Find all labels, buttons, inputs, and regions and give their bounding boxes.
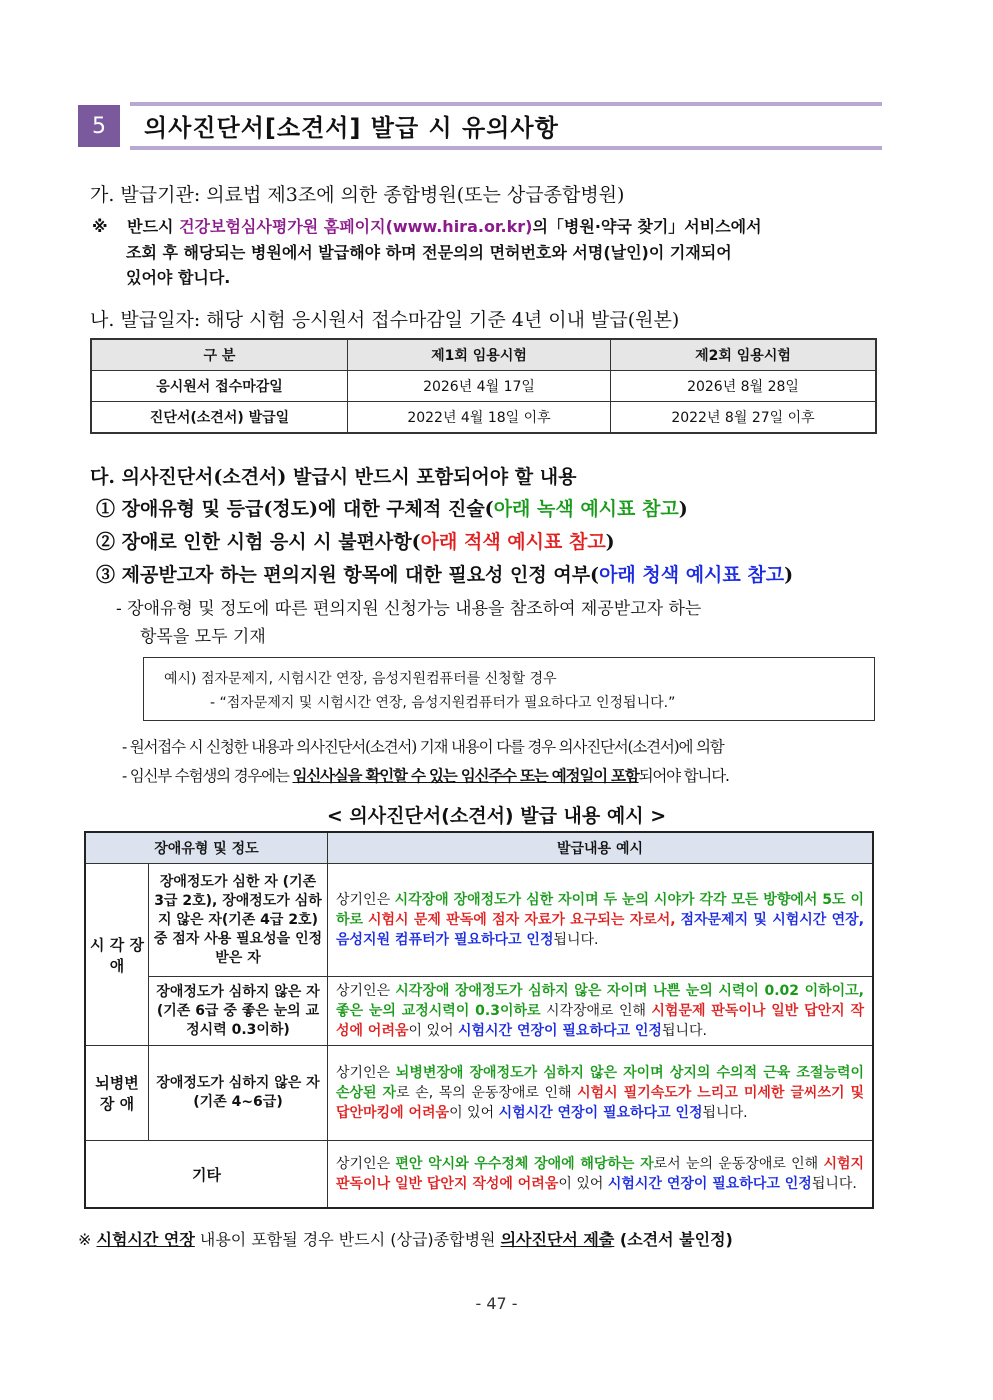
section-title: 의사진단서[소견서] 발급 시 유의사항 <box>144 114 559 142</box>
ga-note-p1: 반드시 <box>127 217 174 236</box>
ga-note-line2: 조회 후 해당되는 병원에서 발급해야 하며 전문의의 면허번호와 서명(날인)이 기재되어 <box>126 243 732 262</box>
brain-label: 장애정도가 심하지 않은 자(기존 4~6급) <box>149 1046 328 1141</box>
table-cell: 2022년 4월 18일 이후 <box>348 402 611 434</box>
item-text: ③ 제공받고자 하는 편의지원 항목에 대한 필요성 인정 여부( <box>96 564 600 586</box>
brain-desc <box>328 1046 874 1141</box>
visual-severe-desc <box>328 864 874 977</box>
da-sub3 <box>122 764 729 786</box>
blue-text: 시험시간 연장이 필요하다고 인정 <box>607 1176 812 1192</box>
red-text: 시험지 판독이나 일반 답안지 작성에 어려움 <box>336 1156 865 1192</box>
table-row <box>85 1141 873 1209</box>
text: 상기인은 <box>336 1156 396 1172</box>
bottom-note <box>78 1227 733 1250</box>
text: 됩니다. <box>811 1176 857 1192</box>
ga-note-p3: 의「병원·약국 찾기」서비스에서 <box>532 217 762 236</box>
table-header-round1: 제1회 임용시험 <box>348 339 611 371</box>
da-item-2 <box>96 527 615 554</box>
table-row <box>91 371 876 402</box>
hira-link-text: 건강보험심사평가원 홈페이지(www.hira.or.kr) <box>179 217 533 236</box>
da-heading: 다. 의사진단서(소견서) 발급시 반드시 포함되어야 할 내용 <box>90 466 577 488</box>
text: 상기인은 <box>336 892 395 908</box>
green-text: 편안 악시와 우수정체 장애에 해당하는 자 <box>395 1156 654 1172</box>
section-header-top-rule <box>130 102 882 106</box>
green-text: 시각장애 장애정도가 심한 자이며 두 눈의 시야가 각각 모든 방향에서 5도 이하로 <box>336 892 864 928</box>
category-visual: 시 각 장 애 <box>85 864 149 1046</box>
note-mark: ※ <box>78 1230 97 1249</box>
green-text: 뇌병변장애 장애정도가 심하지 않은 자이며 상지의 수의적 근육 조절능력이 손상된 자 <box>336 1065 865 1101</box>
text: 이 있어 <box>449 1105 499 1121</box>
text: 이 있어 <box>558 1176 608 1192</box>
table-header-type: 장애유형 및 정도 <box>85 832 328 864</box>
page-number: - 47 - <box>475 1294 518 1313</box>
example-box <box>143 657 875 721</box>
red-text: 시험시 필기속도가 느리고 미세한 글씨쓰기 및 답안마킹에 어려움 <box>336 1085 865 1121</box>
visual-mild-desc <box>328 977 874 1046</box>
table-cell: 2022년 8월 27일 이후 <box>611 402 877 434</box>
table-row <box>85 864 873 977</box>
paren: ) <box>605 531 615 553</box>
text: 시각장애로 인해 <box>540 1003 652 1019</box>
text: - 임신부 수험생의 경우에는 <box>122 767 293 785</box>
ga-heading: 가. 발급기관: 의료법 제3조에 의한 종합병원(또는 상급종합병원) <box>90 184 625 206</box>
da-item-1 <box>96 494 688 521</box>
table-cell: 진단서(소견서) 발급일 <box>91 402 348 434</box>
section-number: 5 <box>78 105 120 147</box>
text: (소견서 불인정) <box>614 1230 733 1249</box>
example-table-title: < 의사진단서(소견서) 발급 내용 예시 > <box>326 805 667 827</box>
text: 로 손, 목의 운동장애로 인해 <box>396 1085 578 1101</box>
blue-text: 시험시간 연장이 필요하다고 인정 <box>498 1105 703 1121</box>
text: 됩니다. <box>553 932 599 948</box>
issue-date-table <box>90 338 877 434</box>
note-mark: ※ <box>92 217 108 236</box>
table-header-example: 발급내용 예시 <box>328 832 874 864</box>
text: 이 있어 <box>408 1023 458 1039</box>
da-sub2: - 원서접수 시 신청한 내용과 의사진단서(소견서) 기재 내용이 다를 경우 의사진단서(소견서)에 의함 <box>122 738 724 756</box>
paren: ) <box>784 564 794 586</box>
text: 되어야 합니다. <box>638 767 729 785</box>
other-label: 기타 <box>85 1141 328 1209</box>
example-line-2: - “점자문제지 및 시험시간 연장, 음성지원컴퓨터가 필요하다고 인정됩니다.” <box>210 695 676 711</box>
da-sub1-line1: - 장애유형 및 정도에 따른 편의지원 신청가능 내용을 참조하여 제공받고자 하는 <box>116 599 702 619</box>
green-text: 시각장애 장애정도가 심하지 않은 자이며 나쁜 눈의 시력이 0.02 이하이고, 좋은 눈의 교정시력이 0.3이하로 <box>336 983 865 1019</box>
ga-note-line1 <box>92 214 762 237</box>
item-text: ② 장애로 인한 시험 응시 시 불편사항( <box>96 531 421 553</box>
table-header-category: 구 분 <box>91 339 348 371</box>
category-brain: 뇌병변 장 애 <box>85 1046 149 1141</box>
red-text: 시험문제 판독이나 일반 답안지 작성에 어려움 <box>336 1003 864 1039</box>
text: 내용이 포함될 경우 반드시 (상급)종합병원 <box>194 1230 501 1249</box>
table-row <box>85 1046 873 1141</box>
text: 됩니다. <box>661 1023 707 1039</box>
text: 로서 눈의 운동장애로 인해 <box>653 1156 824 1172</box>
red-text: 시험시 문제 판독에 점자 자료가 요구되는 자로서, <box>367 912 676 928</box>
visual-mild-label: 장애정도가 심하지 않은 자(기존 6급 중 좋은 눈의 교정시력 0.3이하) <box>149 977 328 1046</box>
na-heading: 나. 발급일자: 해당 시험 응시원서 접수마감일 기준 4년 이내 발급(원본) <box>90 309 680 331</box>
item-text: ① 장애유형 및 등급(정도)에 대한 구체적 진술( <box>96 498 494 520</box>
ga-note-line3: 있어야 합니다. <box>126 268 231 287</box>
table-header-round2: 제2회 임용시험 <box>611 339 877 371</box>
red-ref: 아래 적색 예시표 참고 <box>420 531 606 553</box>
da-item-3 <box>96 560 793 587</box>
table-cell: 2026년 4월 17일 <box>348 371 611 402</box>
table-row <box>91 402 876 434</box>
table-cell: 2026년 8월 28일 <box>611 371 877 402</box>
paren: ) <box>678 498 688 520</box>
green-ref: 아래 녹색 예시표 참고 <box>493 498 679 520</box>
table-row <box>85 977 873 1046</box>
underlined-text: 임신사실을 확인할 수 있는 임신주수 또는 예정일이 포함 <box>292 766 639 785</box>
section-header-bottom-rule <box>130 146 882 150</box>
example-line-1: 예시) 점자문제지, 시험시간 연장, 음성지원컴퓨터를 신청할 경우 <box>164 671 557 687</box>
table-cell: 응시원서 접수마감일 <box>91 371 348 402</box>
blue-text: 시험시간 연장이 필요하다고 인정 <box>457 1023 662 1039</box>
underlined-text: 의사진단서 제출 <box>500 1230 615 1249</box>
blue-text: 점자문제지 및 시험시간 연장, 음성지원 컴퓨터가 필요하다고 인정 <box>336 912 865 948</box>
example-table <box>84 831 874 1209</box>
da-sub1-line2: 항목을 모두 기재 <box>140 627 266 647</box>
text: 됩니다. <box>702 1105 748 1121</box>
text: 상기인은 <box>336 1065 396 1081</box>
underlined-text: 시험시간 연장 <box>96 1230 195 1249</box>
text: 상기인은 <box>336 983 396 999</box>
visual-severe-label: 장애정도가 심한 자 (기존 3급 2호), 장애정도가 심하지 않은 자(기존 4급 2호) 중 점자 사용 필요성을 인정받은 자 <box>149 864 328 977</box>
blue-ref: 아래 청색 예시표 참고 <box>599 564 785 586</box>
other-desc <box>328 1141 874 1209</box>
